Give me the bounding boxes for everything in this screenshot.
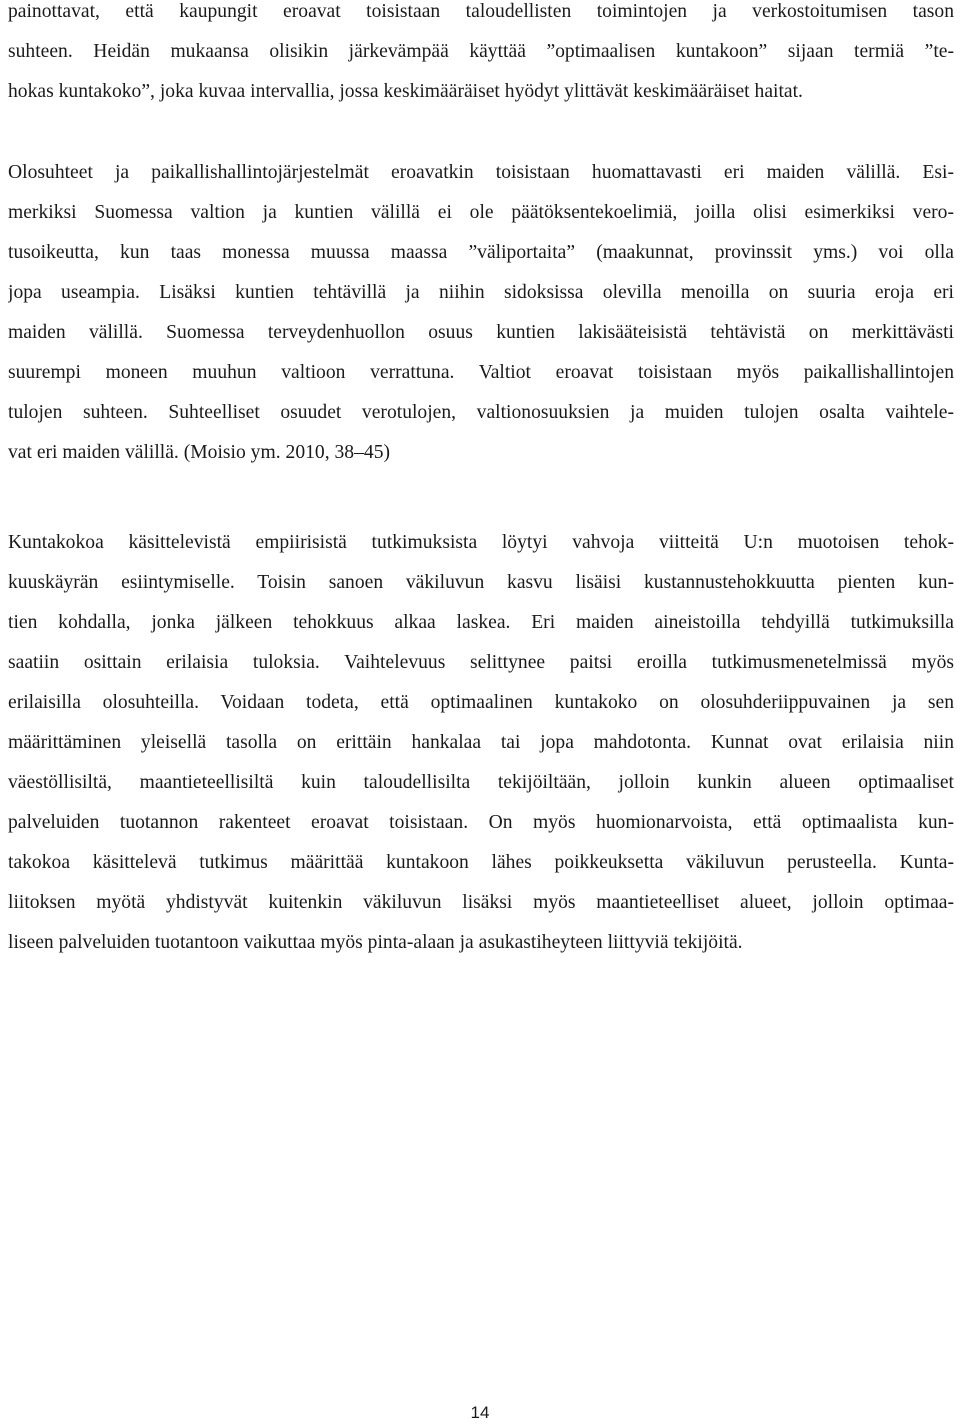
text-line: erilaisilla olosuhteilla. Voidaan todeta, että optimaalinen kuntakoko on olosuhderiippuvainen ja sen [8,692,954,713]
paragraph-continuation [8,0,954,112]
text-line: hokas kuntakoko”, joka kuvaa intervallia, jossa keskimääräiset hyödyt ylittävät keskimääräiset haitat. [8,81,803,102]
text-line: määrittäminen yleisellä tasolla on erittäin hankalaa tai jopa mahdotonta. Kunnat ovat erilaisia niin [8,732,954,753]
paragraph-olosuhteet [8,153,954,473]
text-line: suhteen. Heidän mukaansa olisikin järkevämpää käyttää ”optimaalisen kuntakoon” sijaan termiä ”te- [8,41,954,62]
text-line: Kuntakokoa käsittelevistä empiirisistä tutkimuksista löytyi vahvoja viitteitä U:n muotoisen tehok- [8,532,954,553]
text-line: väestöllisiltä, maantieteellisiltä kuin taloudellisilta tekijöiltään, jolloin kunkin alueen optimaaliset [8,772,954,793]
text-line: painottavat, että kaupungit eroavat toisistaan taloudellisten toimintojen ja verkostoitumisen tason [8,1,954,22]
text-line: takokoa käsittelevä tutkimus määrittää kuntakoon lähes poikkeuksetta väkiluvun perusteella. Kunta- [8,852,954,873]
text-line: liitoksen myötä yhdistyvät kuitenkin väkiluvun lisäksi myös maantieteelliset alueet, jolloin optimaa- [8,892,954,913]
text-line: tulojen suhteen. Suhteelliset osuudet verotulojen, valtionosuuksien ja muiden tulojen osalta vaihtele- [8,402,954,423]
text-line: palveluiden tuotannon rakenteet eroavat toisistaan. On myös huomionarvoista, että optimaalista kun- [8,812,954,833]
text-line: tusoikeutta, kun taas monessa muussa maassa ”väliportaita” (maakunnat, provinssit yms.) voi olla [8,242,954,263]
paragraph-kuntakokoa [8,523,954,963]
text-line: suurempi moneen muuhun valtioon verrattuna. Valtiot eroavat toisistaan myös paikallishallintojen [8,362,954,383]
text-line: merkiksi Suomessa valtion ja kuntien välillä ei ole päätöksentekoelimiä, joilla olisi esimerkiksi vero- [8,202,954,223]
text-line: vat eri maiden välillä. (Moisio ym. 2010, 38–45) [8,442,391,463]
text-line: maiden välillä. Suomessa terveydenhuollon osuus kuntien lakisääteisistä tehtävistä on merkittävästi [8,322,954,343]
text-line: tien kohdalla, jonka jälkeen tehokkuus alkaa laskea. Eri maiden aineistoilla tehdyillä tutkimuksilla [8,612,954,633]
page-number: 14 [470,1403,490,1422]
text-line: liseen palveluiden tuotantoon vaikuttaa myös pinta-alaan ja asukastiheyteen liittyviä tekijöitä. [8,932,743,953]
text-line: jopa useampia. Lisäksi kuntien tehtävillä ja niihin sidoksissa olevilla menoilla on suuria eroja eri [8,282,954,303]
text-line: Olosuhteet ja paikallishallintojärjestelmät eroavatkin toisistaan huomattavasti eri maiden välillä. Esi- [8,162,954,183]
text-line: kuuskäyrän esiintymiselle. Toisin sanoen väkiluvun kasvu lisäisi kustannustehokkuutta pienten kun- [8,572,954,593]
text-line: saatiin osittain erilaisia tuloksia. Vaihtelevuus selittynee paitsi eroilla tutkimusmenetelmissä myös [8,652,954,673]
